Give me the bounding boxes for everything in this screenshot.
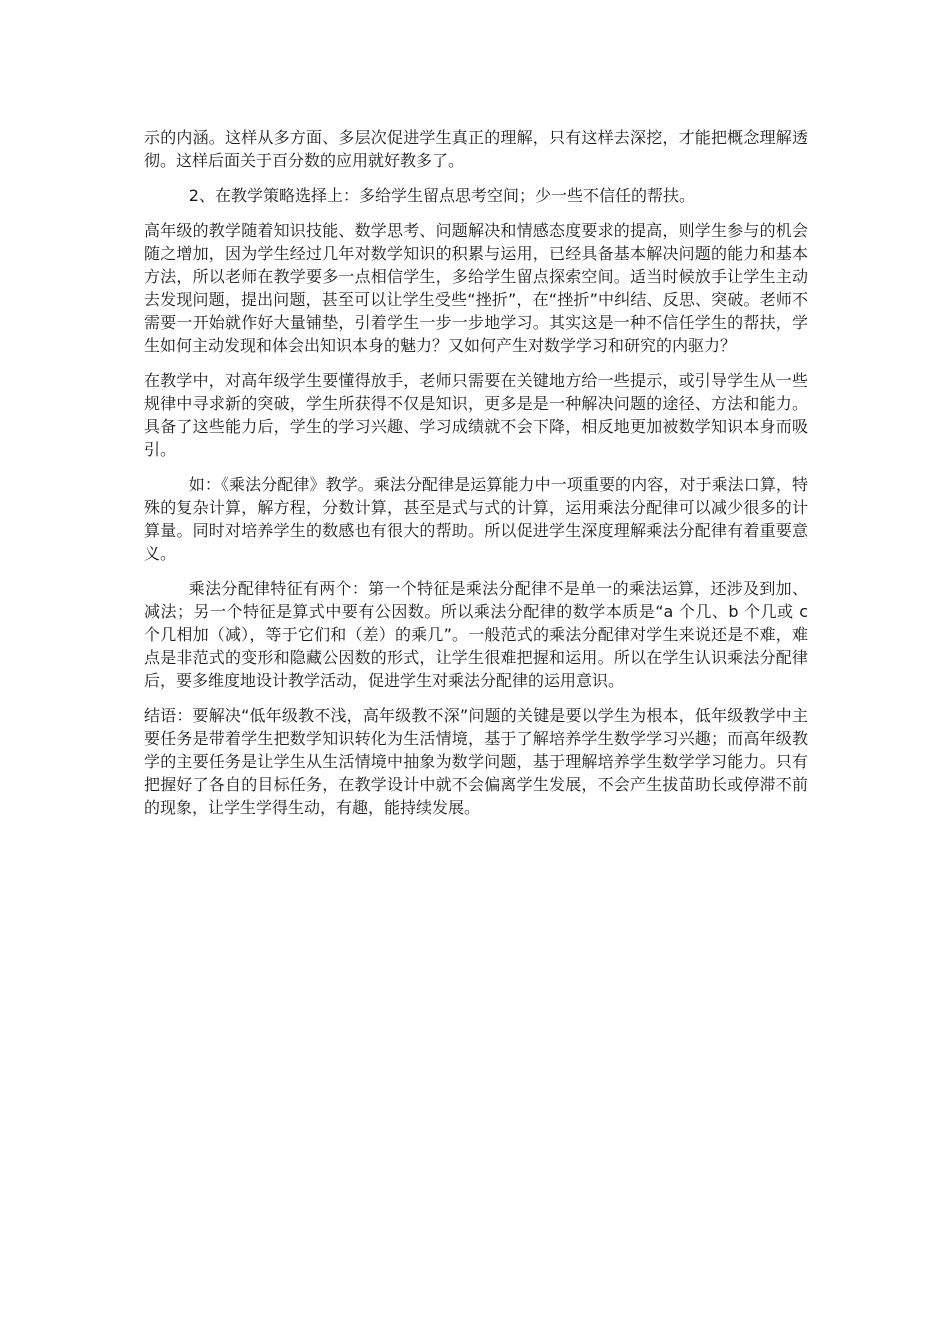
paragraph-concept-understanding: 示的内涵。这样从多方面、多层次促进学生真正的理解，只有这样去深挖，才能把概念理解透彻。这样后面关于百分数的应用就好教多了。 <box>144 128 808 170</box>
paragraph-strategy-heading: 2、在教学策略选择上：多给学生留点思考空间；少一些不信任的帮扶。 <box>188 186 695 205</box>
paragraph-letting-go: 在教学中，对高年级学生要懂得放手，老师只需要在关键地方给一些提示，或引导学生从一些规律中寻求新的突破，学生所获得不仅是知识，更多是是一种解决问题的途径、方法和能力。具备了这些能力后，学生的学习兴趣、学习成绩就不会下降，相反地更加被数学知识本身而吸引。 <box>144 371 808 459</box>
document-body <box>144 126 808 831</box>
paragraph-upper-grade-teaching: 高年级的教学随着知识技能、数学思考、问题解决和情感态度要求的提高，则学生参与的机会随之增加，因为学生经过几年对数学知识的积累与运用，已经具备基本解决问题的能力和基本方法，所以老师在教学要多一点相信学生，多给学生留点探索空间。适当时候放手让学生主动去发现问题，提出问题，甚至可以让学生受些“挫折”，在“挫折”中纠结、反思、突破。老师不需要一开始就作好大量铺垫，引着学生一步一步地学习。其实这是一种不信任学生的帮扶，学生如何主动发现和体会出知识本身的魅力？又如何产生对数学学习和研究的内驱力？ <box>144 221 808 355</box>
paragraph-distributive-law-example: 如：《乘法分配律》教学。乘法分配律是运算能力中一项重要的内容，对于乘法口算，特殊的复杂计算，解方程，分数计算，甚至是式与式的计算，运用乘法分配律可以减少很多的计算量。同时对培养学生的数感也有很大的帮助。所以促进学生深度理解乘法分配律有着重要意义。 <box>144 475 808 563</box>
paragraph-distributive-law-features: 乘法分配律特征有两个：第一个特征是乘法分配律不是单一的乘法运算，还涉及到加、减法；另一个特征是算式中要有公因数。所以乘法分配律的数学本质是“a 个几、b 个几或 c 个几相加（减），等于它们和（差）的乘几”。一般范式的乘法分配律对学生来说还是不难，难点是非范式的变形和隐藏公因数的形式，让学生很难把握和运用。所以在学生认识乘法分配律后，要多维度地设计教学活动，促进学生对乘法分配律的运用意识。 <box>144 579 808 690</box>
paragraph-conclusion: 结语：要解决“低年级教不浅，高年级教不深”问题的关键是要以学生为根本，低年级教学中主要任务是带着学生把数学知识转化为生活情境，基于了解培养学生数学学习兴趣；而高年级教学的主要任务是让学生从生活情境中抽象为数学问题，基于理解培养学生数学学习能力。只有把握好了各自的目标任务，在教学设计中就不会偏离学生发展，不会产生拔苗助长或停滞不前的现象，让学生学得生动，有趣，能持续发展。 <box>144 706 808 817</box>
